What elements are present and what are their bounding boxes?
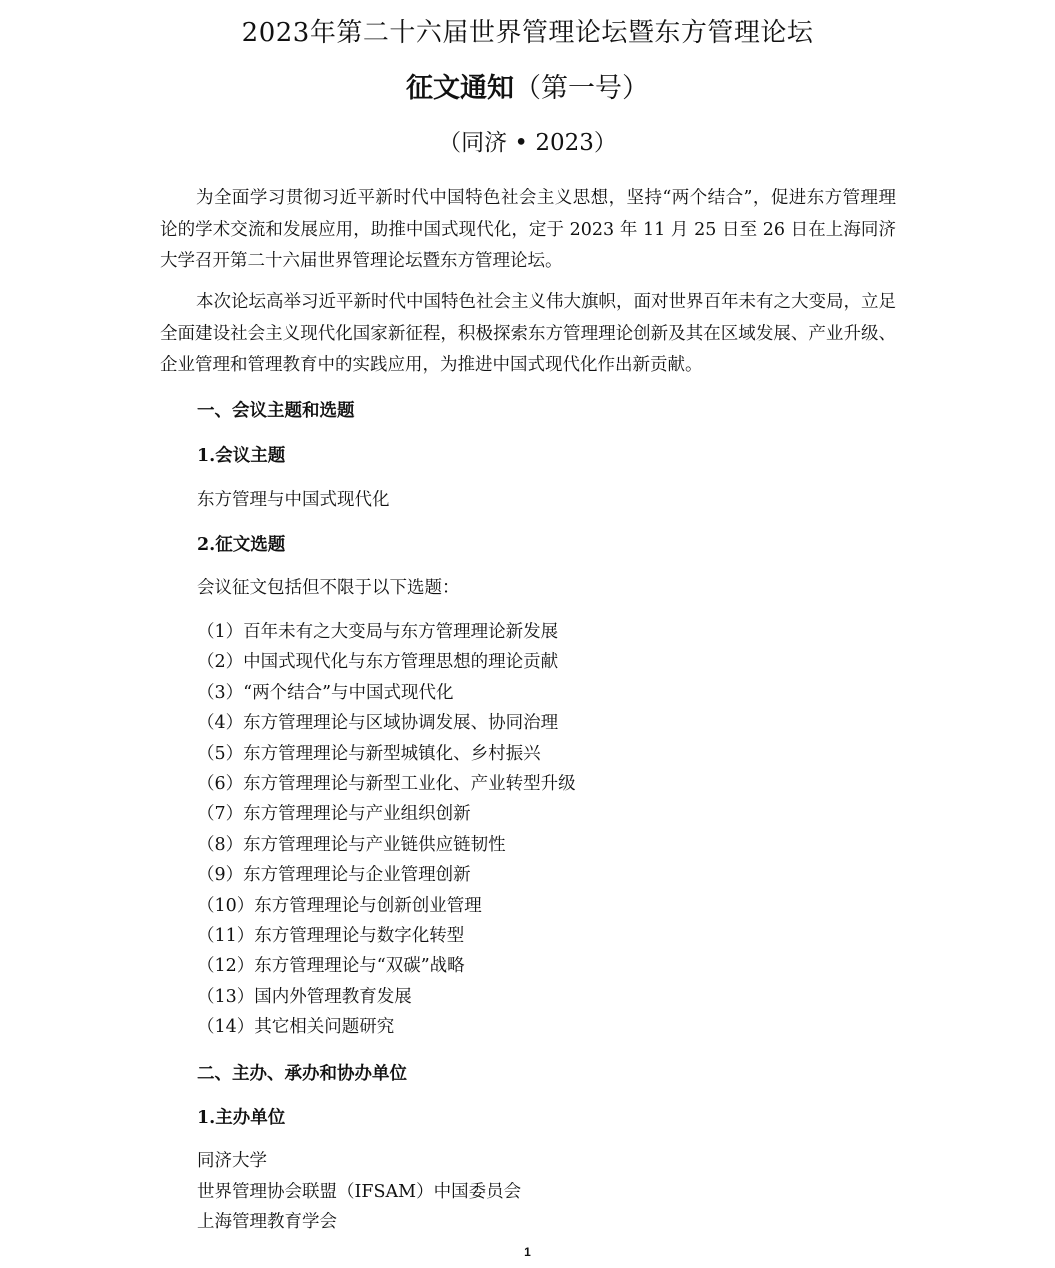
intro-paragraph-1: 为全面学习贯彻习近平新时代中国特色社会主义思想，坚持“两个结合”，促进东方管理理论的学术交流和发展应用，助推中国式现代化，定于 2023 年 11 月 25 日至 26 日在上海同济大学召开第二十六届世界管理论坛暨东方管理论坛。 bbox=[160, 188, 896, 271]
topic-item: （8）东方管理理论与产业链供应链韧性 bbox=[197, 834, 506, 855]
intro-paragraph-2: 本次论坛高举习近平新时代中国特色社会主义伟大旗帜，面对世界百年未有之大变局，立足全面建设社会主义现代化国家新征程，积极探索东方管理理论创新及其在区域发展、产业升级、企业管理和管理教育中的实践应用，为推进中国式现代化作出新贡献。 bbox=[160, 292, 896, 375]
topic-item: （3）“两个结合”与中国式现代化 bbox=[197, 682, 454, 703]
topics-intro: 会议征文包括但不限于以下选题： bbox=[197, 578, 460, 598]
topic-item: （2）中国式现代化与东方管理思想的理论贡献 bbox=[197, 652, 559, 673]
topic-item: （4）东方管理理论与区域协调发展、协同治理 bbox=[197, 713, 559, 734]
page-number: 1 bbox=[524, 1245, 531, 1259]
notice-title-main: 征文通知 bbox=[406, 73, 514, 104]
notice-subtitle: （同济 • 2023） bbox=[438, 130, 617, 156]
host-item: 世界管理协会联盟（IFSAM）中国委员会 bbox=[197, 1181, 522, 1202]
topic-item: （5）东方管理理论与新型城镇化、乡村振兴 bbox=[197, 743, 541, 764]
notice-title-number: （第一号） bbox=[514, 73, 649, 104]
host-item: 上海管理教育学会 bbox=[197, 1212, 337, 1232]
subheading-call-topics: 2.征文选题 bbox=[197, 535, 286, 555]
section-heading-organizers: 二、主办、承办和协办单位 bbox=[197, 1064, 407, 1084]
section-heading-theme-topics: 一、会议主题和选题 bbox=[197, 401, 355, 421]
topic-item: （7）东方管理理论与产业组织创新 bbox=[197, 804, 471, 825]
host-list bbox=[197, 1146, 521, 1238]
forum-title: 2023年第二十六届世界管理论坛暨东方管理论坛 bbox=[241, 18, 814, 48]
topic-item: （10）东方管理理论与创新创业管理 bbox=[197, 895, 482, 916]
host-item: 同济大学 bbox=[197, 1151, 267, 1171]
subheading-conference-theme: 1.会议主题 bbox=[197, 446, 286, 466]
topic-item: （13）国内外管理教育发展 bbox=[197, 986, 412, 1007]
subheading-hosts: 1.主办单位 bbox=[197, 1108, 286, 1128]
conference-theme: 东方管理与中国式现代化 bbox=[197, 490, 390, 510]
notice-title bbox=[0, 66, 1055, 105]
topic-item: （6）东方管理理论与新型工业化、产业转型升级 bbox=[197, 773, 576, 794]
topic-item: （14）其它相关问题研究 bbox=[197, 1017, 395, 1038]
topic-item: （9）东方管理理论与企业管理创新 bbox=[197, 865, 471, 886]
topic-list bbox=[197, 617, 576, 1042]
topic-item: （12）东方管理理论与“双碳”战略 bbox=[197, 956, 465, 977]
topic-item: （1）百年未有之大变局与东方管理理论新发展 bbox=[197, 622, 559, 642]
topic-item: （11）东方管理理论与数字化转型 bbox=[197, 925, 465, 946]
